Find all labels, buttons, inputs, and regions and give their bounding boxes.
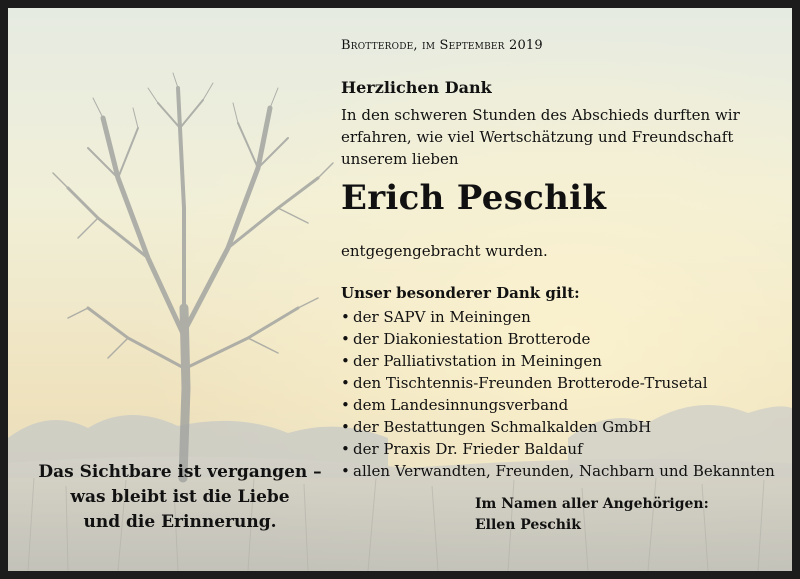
thanks-list (341, 306, 775, 482)
heading: Herzlichen Dank (341, 78, 492, 97)
quote-line: was bleibt ist die Liebe (70, 487, 290, 507)
intro-line: erfahren, wie viel Wertschätzung und Freundschaft (341, 128, 734, 146)
dateline: Brotterode, im September 2019 (341, 38, 543, 53)
list-item: • dem Landesinnungsverband (341, 394, 775, 416)
list-item: • den Tischtennis-Freunden Brotterode-Trusetal (341, 372, 775, 394)
signature-name: Ellen Peschik (475, 517, 581, 533)
list-item: • allen Verwandten, Freunden, Nachbarn und Bekannten (341, 460, 775, 482)
deceased-name: Erich Peschik (341, 178, 607, 218)
thanks-heading: Unser besonderer Dank gilt: (341, 284, 580, 302)
after-name-text: entgegengebracht wurden. (341, 242, 548, 260)
intro-line: In den schweren Stunden des Abschieds durften wir (341, 106, 740, 124)
intro-text (341, 104, 771, 170)
list-item: • der Diakoniestation Brotterode (341, 328, 775, 350)
quote-line: und die Erinnerung. (83, 512, 277, 532)
memorial-quote (30, 460, 330, 535)
list-item: • der SAPV in Meiningen (341, 306, 775, 328)
list-item: • der Palliativstation in Meiningen (341, 350, 775, 372)
signature (475, 494, 709, 536)
list-item: • der Bestattungen Schmalkalden GmbH (341, 416, 775, 438)
list-item: • der Praxis Dr. Frieder Baldauf (341, 438, 775, 460)
quote-line: Das Sichtbare ist vergangen – (38, 462, 322, 482)
signature-line: Im Namen aller Angehörigen: (475, 496, 709, 512)
intro-line: unserem lieben (341, 150, 459, 168)
notice-text (8, 8, 792, 571)
